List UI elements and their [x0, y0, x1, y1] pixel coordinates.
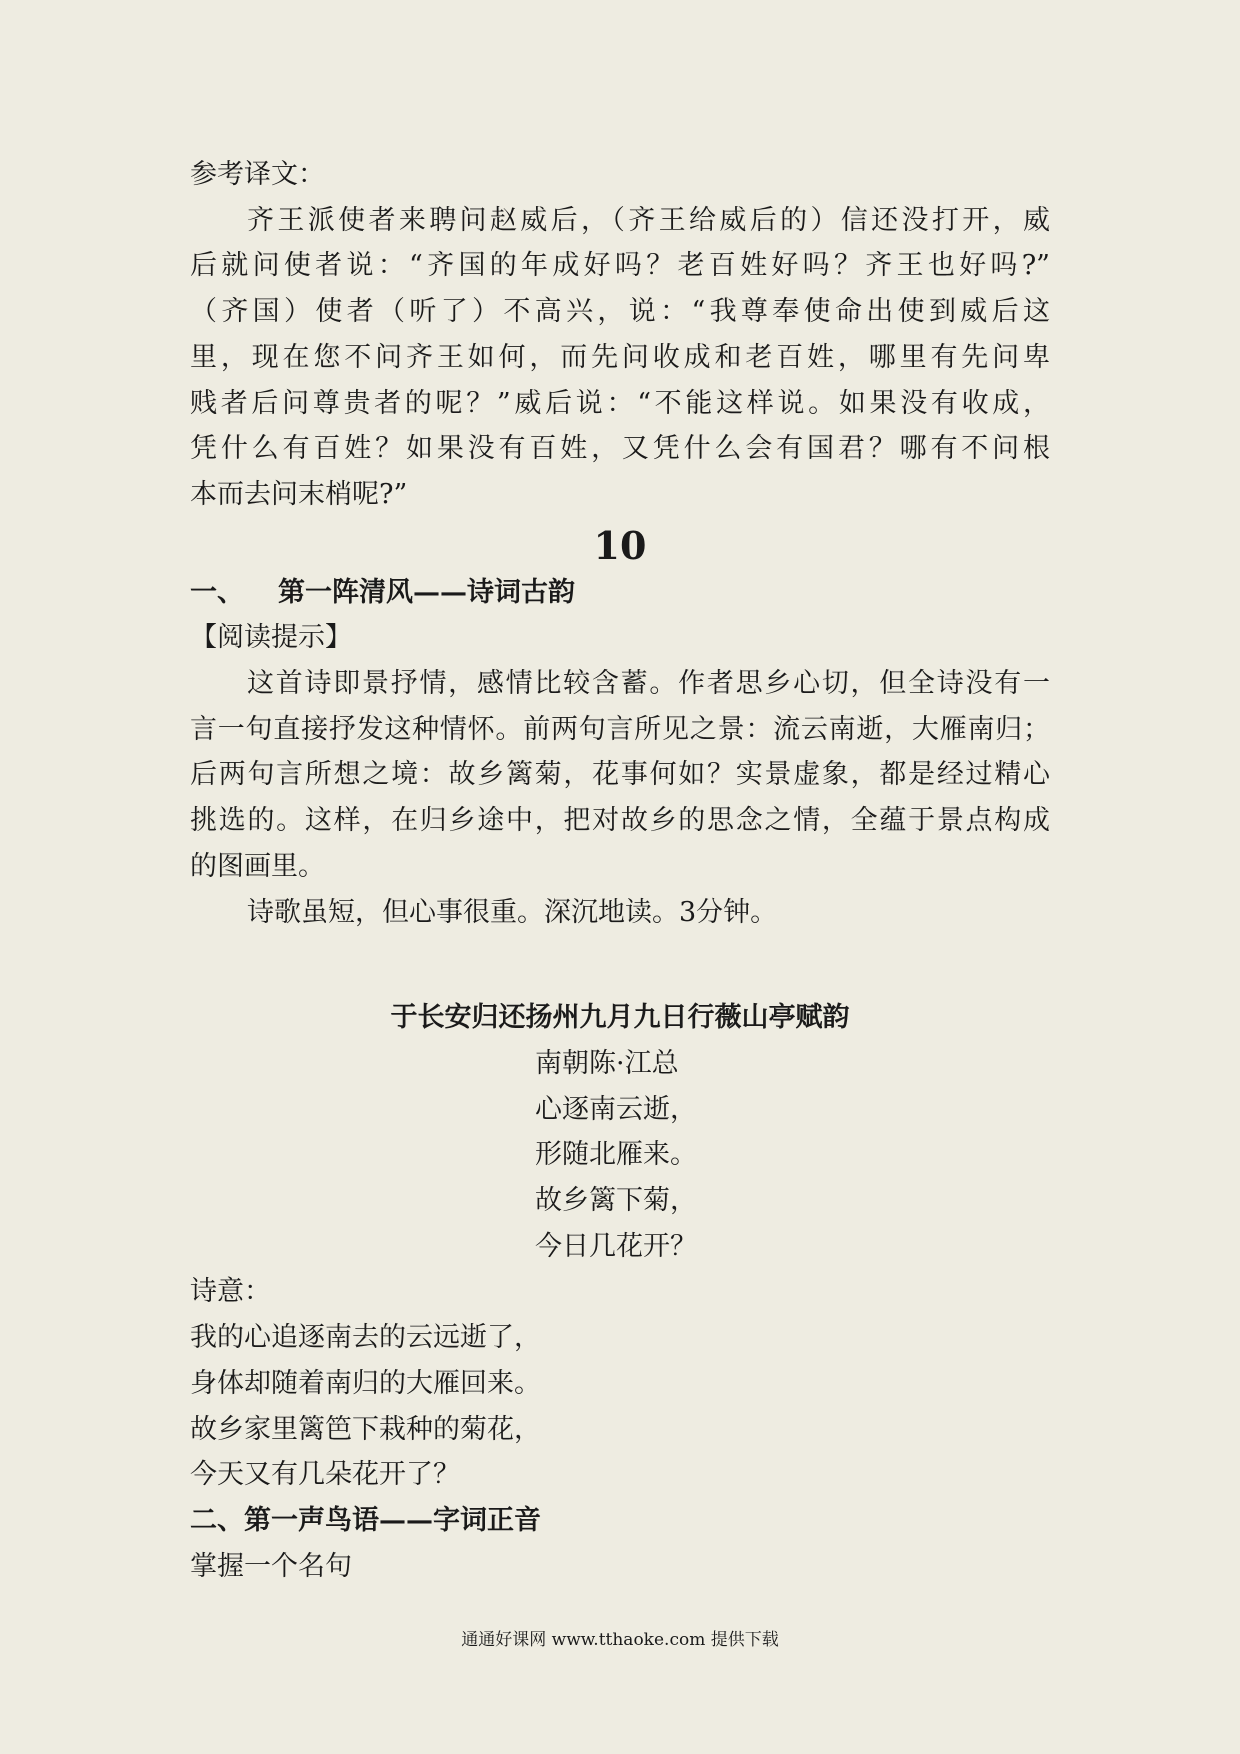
reading-tip-line: 挑选的。这样，在归乡途中，把对故乡的思念之情，全蕴于景点构成	[190, 805, 1050, 837]
poem-title: 于长安归还扬州九月九日行薇山亭赋韵	[390, 1002, 850, 1034]
reading-tip-line: 的图画里。	[190, 850, 325, 882]
translation-line: 里，现在您不问齐王如何，而先问收成和老百姓，哪里有先问卑	[190, 341, 1050, 373]
section-subtitle: 掌握一个名句	[190, 1550, 352, 1582]
spacer	[190, 935, 1050, 995]
translation-line: 后就问使者说：“齐国的年成好吗？老百姓好吗？齐王也好吗?”	[190, 250, 1050, 282]
poem-line: 形随北雁来。	[535, 1139, 697, 1171]
meaning-line: 今天又有几朵花开了？	[190, 1459, 460, 1491]
translation-line: 凭什么有百姓？如果没有百姓，又凭什么会有国君？哪有不问根	[190, 433, 1050, 465]
meaning-label: 诗意：	[190, 1276, 271, 1308]
poem-line: 今日几花开？	[535, 1230, 697, 1262]
section-title: 第一阵清风——诗词古韵	[278, 576, 575, 608]
poem-line: 故乡篱下菊，	[535, 1185, 697, 1217]
reading-tip-line: 后两句言所想之境：故乡篱菊，花事何如？实景虚象，都是经过精心	[190, 759, 1050, 791]
meaning-line: 身体却随着南归的大雁回来。	[190, 1367, 541, 1399]
chapter-number: 10	[593, 522, 647, 568]
reading-tip-line: 言一句直接抒发这种情怀。前两句言所见之景：流云南逝，大雁南归；	[190, 713, 1050, 745]
section-number: 一、	[190, 576, 244, 608]
translation-line: 齐王派使者来聘问赵威后，（齐王给威后的）信还没打开，威	[247, 204, 1050, 236]
poem-author: 南朝陈·江总	[535, 1047, 679, 1079]
reading-tip-note: 诗歌虽短，但心事很重。深沉地读。3分钟。	[247, 896, 778, 928]
meaning-line: 故乡家里篱笆下栽种的菊花，	[190, 1413, 541, 1445]
page-content	[190, 152, 1050, 1589]
translation-label: 参考译文：	[190, 159, 325, 190]
meaning-line: 我的心追逐南去的云远逝了，	[190, 1322, 541, 1354]
translation-line: 本而去问末梢呢?”	[190, 478, 408, 510]
section-heading-1	[190, 570, 1050, 616]
section-heading-2: 二、第一声鸟语——字词正音	[190, 1504, 541, 1536]
translation-line: 贱者后问尊贵者的呢？”威后说：“不能这样说。如果没有收成，	[190, 387, 1050, 419]
poem-line: 心逐南云逝，	[535, 1093, 697, 1125]
page-footer: 通通好课网 www.tthaoke.com 提供下载	[461, 1630, 779, 1650]
reading-tip-line: 这首诗即景抒情，感情比较含蓄。作者思乡心切，但全诗没有一	[247, 668, 1050, 700]
translation-line: （齐国）使者（听了）不高兴，说：“我尊奉使命出使到威后这	[190, 296, 1050, 328]
reading-tip-label: 【阅读提示】	[190, 622, 352, 654]
